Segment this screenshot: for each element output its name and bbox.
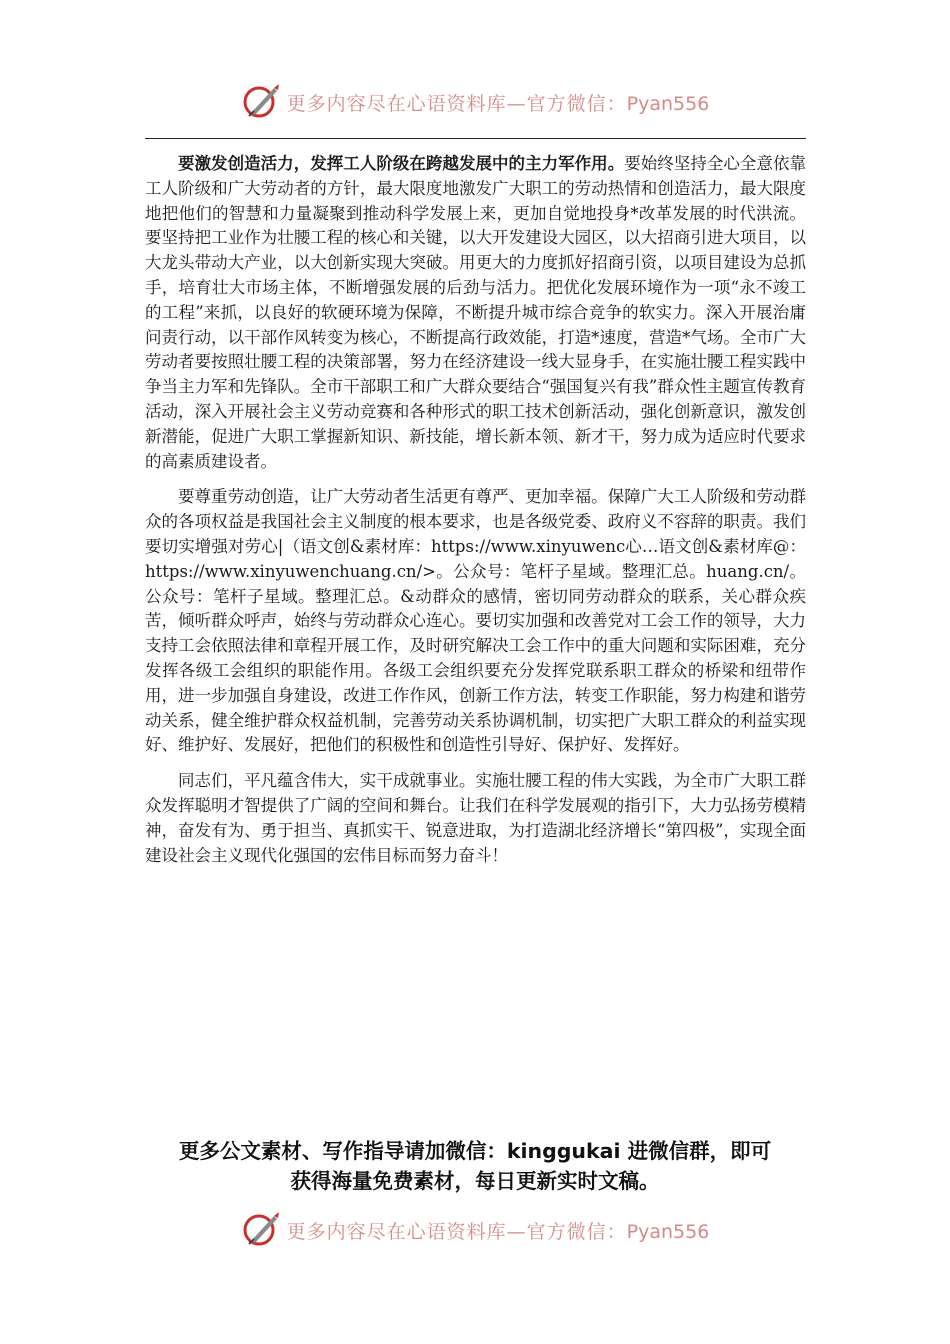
header-divider <box>145 138 806 139</box>
paragraph-2: 要尊重劳动创造，让广大劳动者生活更有尊严、更加幸福。保障广大工人阶级和劳动群众的各项权益是我国社会主义制度的根本要求，也是各级党委、政府义不容辞的职责。我们要切实增强对劳心|（语文创&素材库：https://www.xinyuwenc心…语文创&素材库@：https://www.xinyuwenchuang.cn/>。公众号：笔杆子星域。整理汇总。huang.cn/。公众号：笔杆子星域。整理汇总。&动群众的感情，密切同劳动群众的联系，关心群众疾苦，倾听群众呼声，始终与劳动群众心连心。要切实加强和改善党对工会工作的领导，大力支持工会依照法律和章程开展工作，及时研究解决工会工作中的重大问题和实际困难，充分发挥各级工会组织的职能作用。各级工会组织要充分发挥党联系职工群众的桥梁和纽带作用，进一步加强自身建设，改进工作作风，创新工作方法，转变工作职能，努力构建和谐劳动关系，健全维护群众权益机制，完善劳动关系协调机制，切实把广大职工群众的利益实现好、维护好、发展好，把他们的积极性和创造性引导好、保护好、发挥好。 <box>145 487 806 755</box>
footer-promo-line-1: 更多公文素材、写作指导请加微信：kinggukai 进微信群，即可 <box>178 1139 772 1163</box>
paragraph-1 <box>145 152 806 474</box>
footer-banner-text <box>287 1217 710 1244</box>
quill-pen-logo-icon <box>241 1210 281 1250</box>
header-banner-text <box>287 89 710 116</box>
footer-wechat-id: Pyan556 <box>626 1220 710 1243</box>
header-wechat-id: Pyan556 <box>626 92 710 115</box>
article-body <box>145 152 806 879</box>
header-banner <box>0 80 950 124</box>
paragraph-1-body: 要始终坚持全心全意依靠工人阶级和广大劳动者的方针，最大限度地激发广大职工的劳动热情和创造活力，最大限度地把他们的智慧和力量凝聚到推动科学发展上来，更加自觉地投身*改革发展的时代洪流。要坚持把工业作为壮腰工程的核心和关键，以大开发建设大园区，以大招商引进大项目，以大龙头带动大产业，以大创新实现大突破。用更大的力度抓好招商引资，以项目建设为总抓手，培育壮大市场主体，不断增强发展的后劲与活力。把优化发展环境作为一项“永不竣工的工程”来抓，以良好的软硬环境为保障，不断提升城市综合竞争的软实力。深入开展治庸问责行动，以干部作风转变为核心，不断提高行政效能，打造*速度，营造*气场。全市广大劳动者要按照壮腰工程的决策部署，努力在经济建设一线大显身手，在实施壮腰工程实践中争当主力军和先锋队。全市干部职工和广大群众要结合“强国复兴有我”群众性主题宣传教育活动，深入开展社会主义劳动竞赛和各种形式的职工技术创新活动，强化创新意识，激发创新潜能，促进广大职工掌握新知识、新技能，增长新本领、新才干，努力成为适应时代要求的高素质建设者。 <box>145 154 807 471</box>
quill-pen-logo-icon <box>241 82 281 122</box>
footer-banner <box>0 1208 950 1252</box>
header-banner-label: 更多内容尽在心语资料库—官方微信： <box>286 92 627 115</box>
paragraph-3: 同志们，平凡蕴含伟大，实干成就事业。实施壮腰工程的伟大实践，为全市广大职工群众发挥聪明才智提供了广阔的空间和舞台。让我们在科学发展观的指引下，大力弘扬劳模精神，奋发有为、勇于担当、真抓实干、锐意进取，为打造湖北经济增长“第四极”，实现全面建设社会主义现代化强国的宏伟目标而努力奋斗！ <box>145 771 806 865</box>
footer-promo-line-2: 获得海量免费素材，每日更新实时文稿。 <box>290 1169 660 1193</box>
paragraph-1-lead: 要激发创造活力，发挥工人阶级在跨越发展中的主力军作用。 <box>178 154 625 173</box>
footer-banner-label: 更多内容尽在心语资料库—官方微信： <box>286 1220 627 1243</box>
footer-promo-note <box>150 1136 800 1196</box>
